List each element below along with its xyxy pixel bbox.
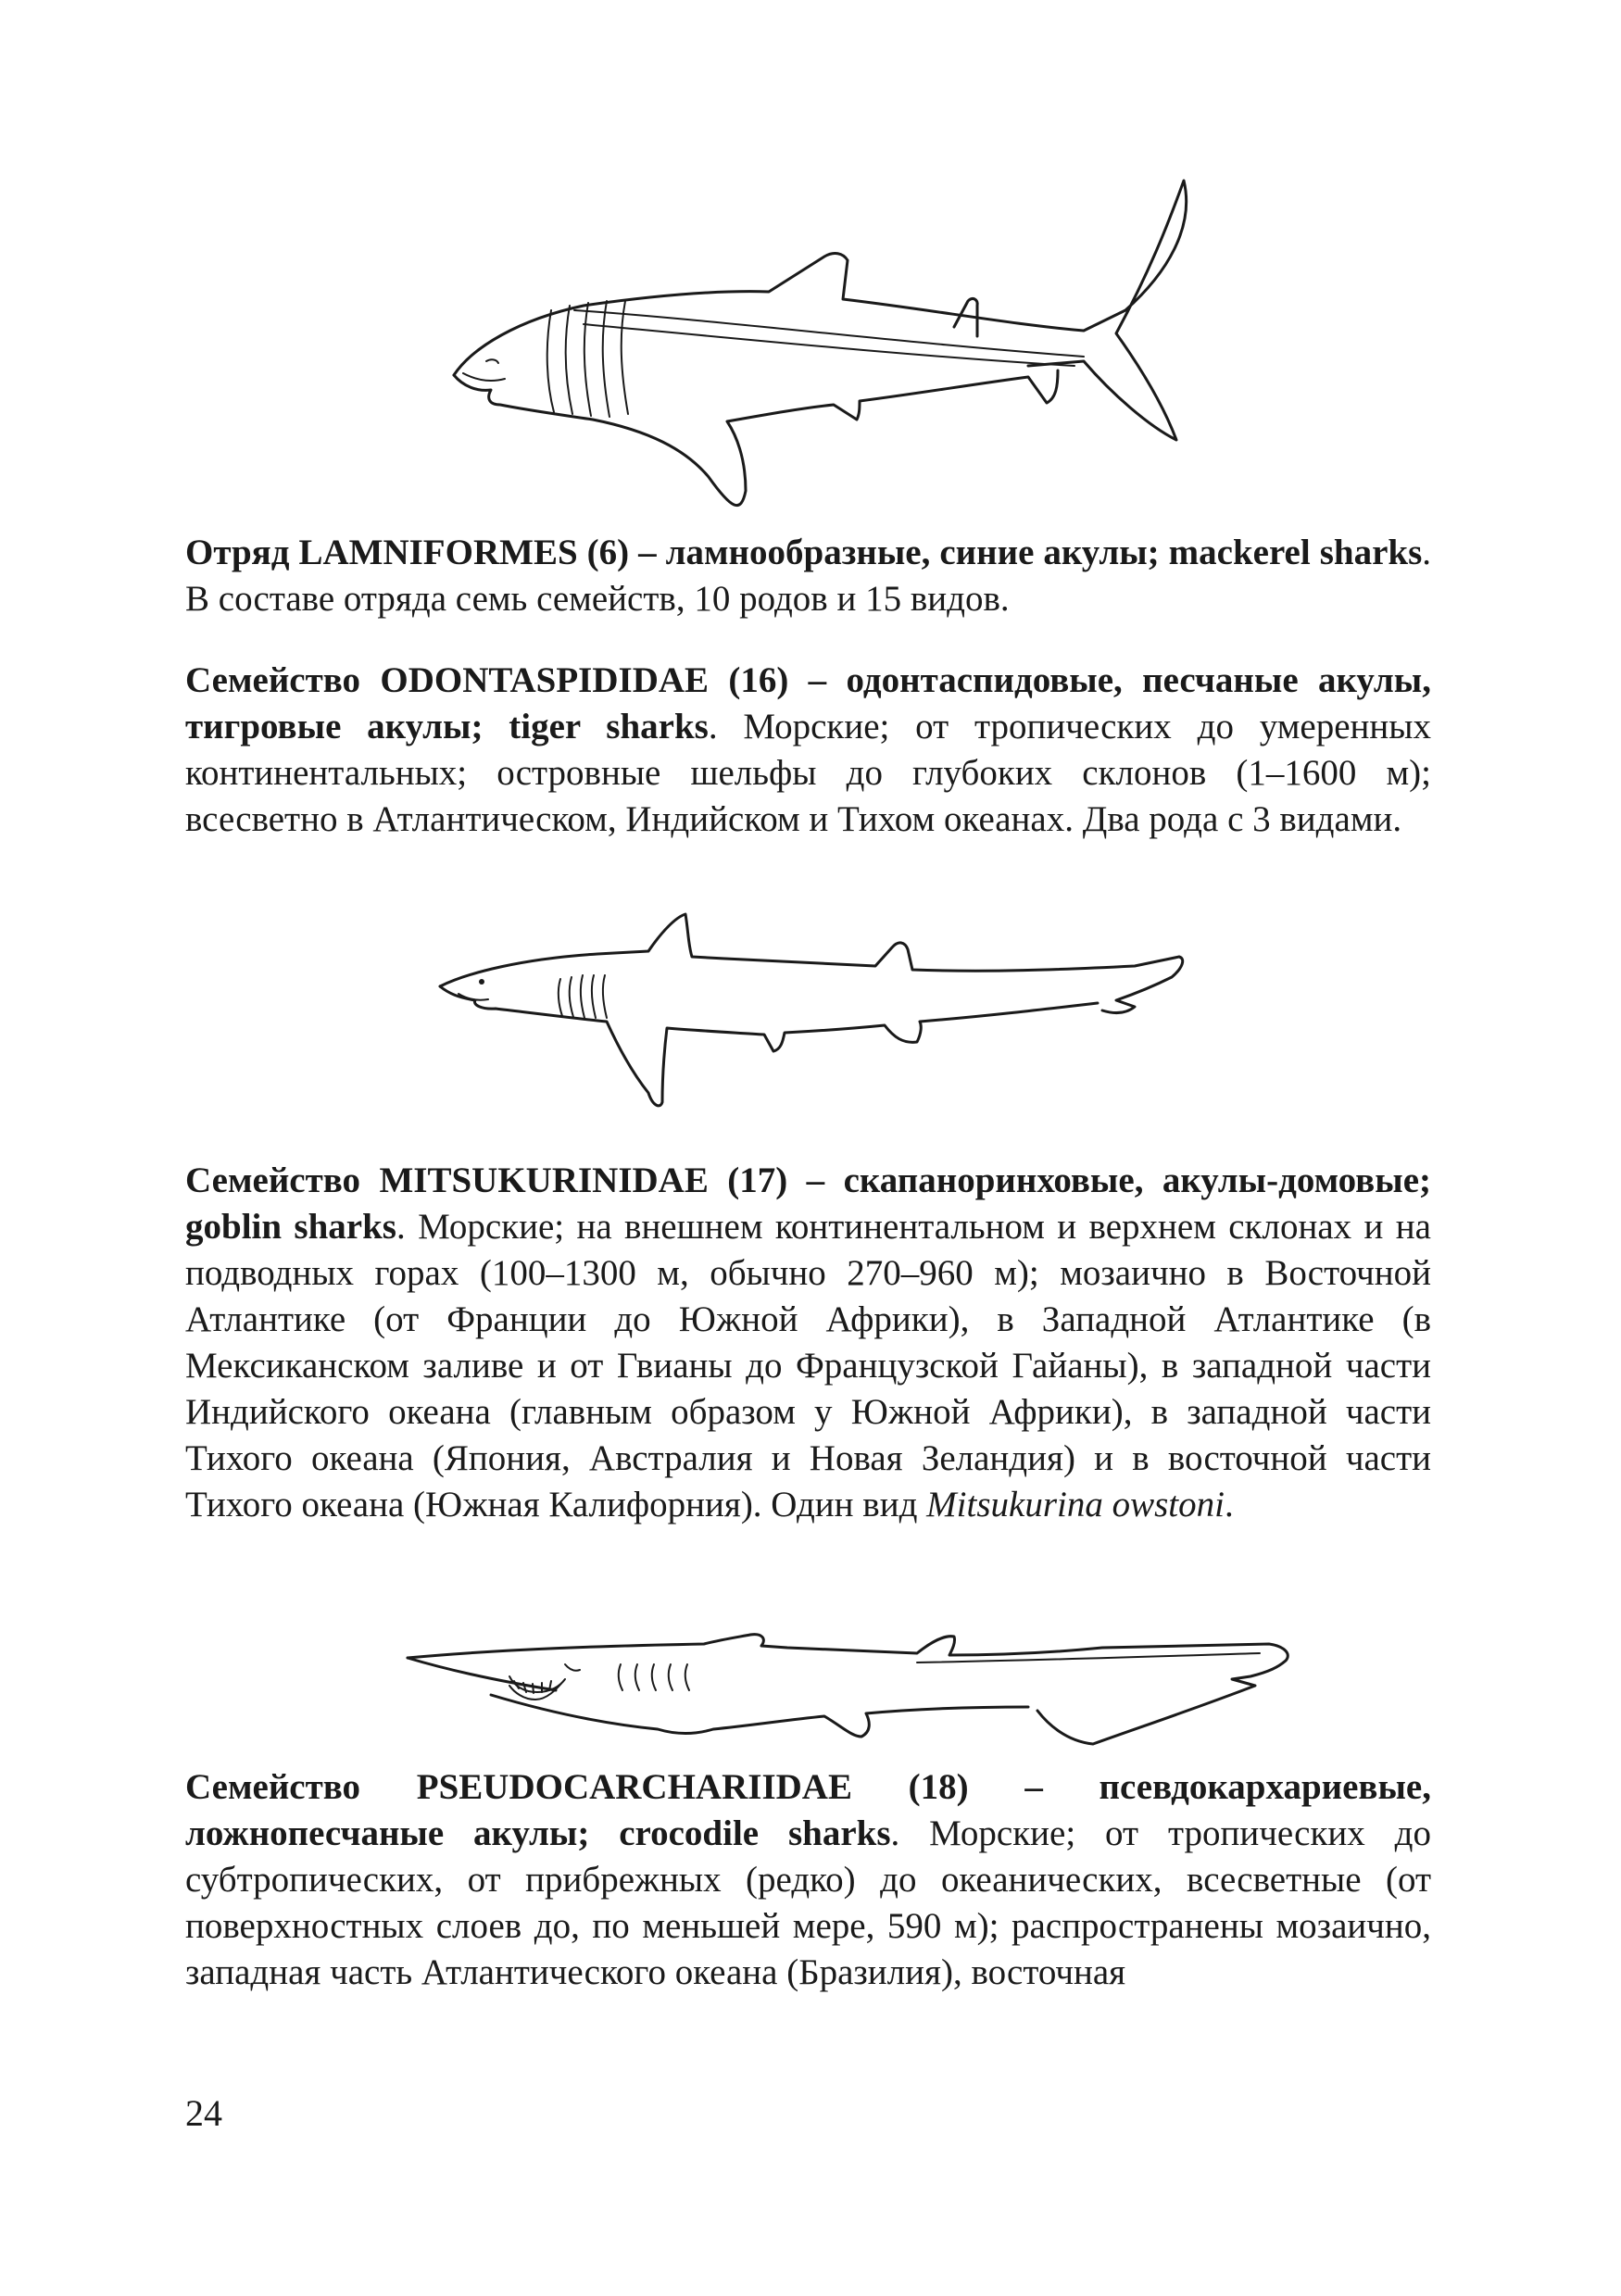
section-text: . Морские; от тропических до субтропических, от прибрежных (редко) до океанических, всесветные (от поверхностных слоев до, по меньшей мере, 590 м); распространены мозаично, западная часть Атлантического океана (Бразилия), восточная bbox=[185, 1813, 1431, 1992]
species-name: Mitsukurina owstoni bbox=[926, 1485, 1225, 1524]
section-text-tail: . bbox=[1224, 1485, 1234, 1524]
section-heading: Семейство MITSUKURINIDAE (17) – скапаноринховые, акулы-домовые; goblin sharks bbox=[185, 1161, 1431, 1247]
section-heading: Семейство ODONTASPIDIDAE (16) – одонтаспидовые, песчаные акулы, тигровые акулы; tiger sharks bbox=[185, 660, 1431, 747]
page-number: 24 bbox=[185, 2092, 222, 2134]
section-text: . В составе отряда семь семейств, 10 родов и 15 видов. bbox=[185, 533, 1431, 619]
sand-tiger-shark-illustration bbox=[431, 912, 1200, 1125]
section-lamniformes bbox=[185, 530, 1431, 622]
section-heading: Отряд LAMNIFORMES (6) – ламнообразные, синие акулы; mackerel sharks bbox=[185, 533, 1423, 572]
goblin-shark-illustration bbox=[398, 1607, 1306, 1764]
section-heading: Семейство PSEUDOCARCHARIIDAE (18) – псевдокархариевые, ложнопесчаные акулы; crocodile sharks bbox=[185, 1767, 1431, 1853]
section-mitsukurinidae bbox=[185, 1158, 1431, 1528]
basking-shark-illustration bbox=[435, 171, 1195, 523]
section-odontaspididae bbox=[185, 658, 1431, 843]
section-pseudocarchariidae bbox=[185, 1764, 1431, 1996]
section-text: . Морские; от тропических до умеренных континентальных; островные шельфы до глубоких склонов (1–1600 м); всесветно в Атлантическом, Индийском и Тихом океанах. Два рода с 3 видами. bbox=[185, 707, 1431, 839]
section-text: . Морские; на внешнем континентальном и верхнем склонах и на подводных горах (100–1300 м, обычно 270–960 м); мозаично в Восточной Атлантике (от Франции до Южной Африки), в Западной Атлантике (в Мексиканском заливе и от Гвианы до Французской Гайаны), в западной части Индийского океана (главным образом у Южной Африки), в западной части Тихого океана (Япония, Австралия и Новая Зеландия) и в восточной части Тихого океана (Южная Калифорния). Один вид bbox=[185, 1207, 1431, 1524]
